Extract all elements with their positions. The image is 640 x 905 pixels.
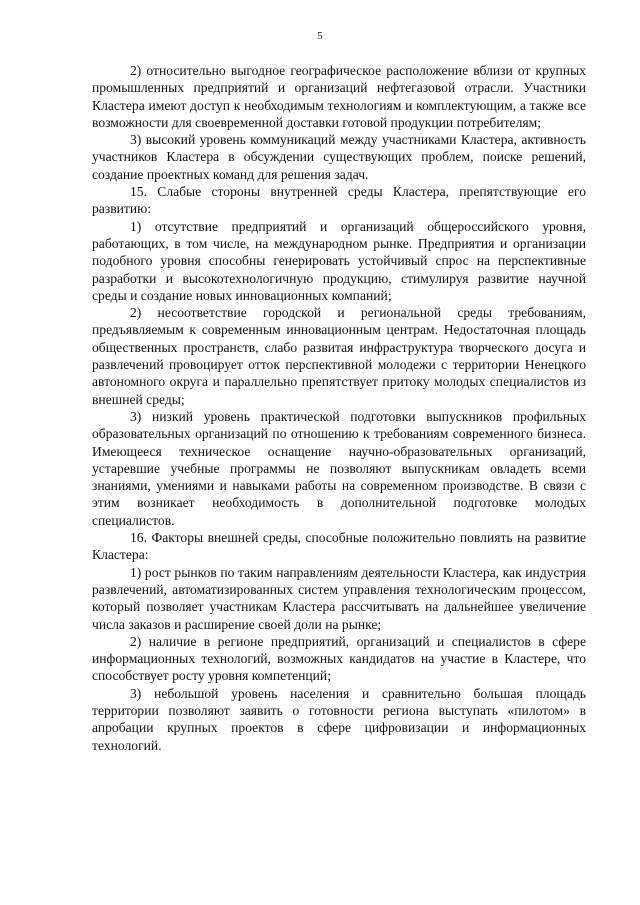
- paragraph-item-2-location: 2) относительно выгодное географическое расположение вблизи от крупных промышленных предприятий и организаций нефтегазовой отрасли. Участники Кластера имеют доступ к необходимым технологиям и комплектующим, а также все возможности для своевременной доставки готовой продукции потребителям;: [92, 63, 586, 130]
- page-number: 5: [317, 30, 323, 42]
- paragraph-weakness-2: 2) несоответствие городской и региональной среды требованиям, предъявляемым к современным инновационным центрам. Недостаточная площадь общественных пространств, слабо развитая инфраструктура творческого досуга и развлечений провоцирует отток перспективной молодежи с территории Ненецкого автономного округа и параллельно препятствует притоку молодых специалистов из внешней среды;: [92, 305, 586, 407]
- paragraph-opportunity-3: 3) небольшой уровень населения и сравнительно большая площадь территории позволяют заявить о готовности региона выступать «пилотом» в апробации крупных проектов в сфере цифровизации и информационных технологий.: [92, 685, 586, 753]
- paragraph-opportunity-1: 1) рост рынков по таким направлениям деятельности Кластера, как индустрия развлечений, автоматизированных систем управления технологическим процессом, который позволяет участникам Кластера рассчитывать на дальнейшее увеличение числа заказов и расширение своей доли на рынке;: [92, 564, 586, 632]
- paragraph-opportunity-2: 2) наличие в регионе предприятий, организаций и специалистов в сфере информационных технологий, возможных кандидатов на участие в Кластере, что способствует росту уровня компетенций;: [92, 633, 586, 684]
- document-body: [92, 62, 586, 754]
- paragraph-weakness-3: 3) низкий уровень практической подготовки выпускников профильных образовательных организаций по отношению к требованиям современного бизнеса. Имеющееся техническое оснащение научно-образовательных организаций, устаревшие учебные программы не позволяют выпускникам овладеть всеми знаниями, умениями и навыками работы на современном производстве. В связи с этим возникает необходимость в дополнительной подготовке молодых специалистов.: [92, 408, 586, 528]
- paragraph-section-15-weaknesses: 15. Слабые стороны внутренней среды Кластера, препятствующие его развитию:: [92, 184, 586, 217]
- paragraph-weakness-1: 1) отсутствие предприятий и организаций общероссийского уровня, работающих, в том числе, на международном рынке. Предприятия и организации подобного уровня способны генерировать устойчивый спрос на перспективные разработки и высокотехнологичную продукцию, стимулируя развитие научной среды и создание новых инновационных компаний;: [92, 218, 586, 303]
- paragraph-item-3-communications: 3) высокий уровень коммуникаций между участниками Кластера, активность участников Кластера в обсуждении существующих проблем, поиске решений, создание проектных команд для решения задач.: [92, 132, 586, 182]
- paragraph-section-16-opportunities: 16. Факторы внешней среды, способные положительно повлиять на развитие Кластера:: [92, 530, 586, 563]
